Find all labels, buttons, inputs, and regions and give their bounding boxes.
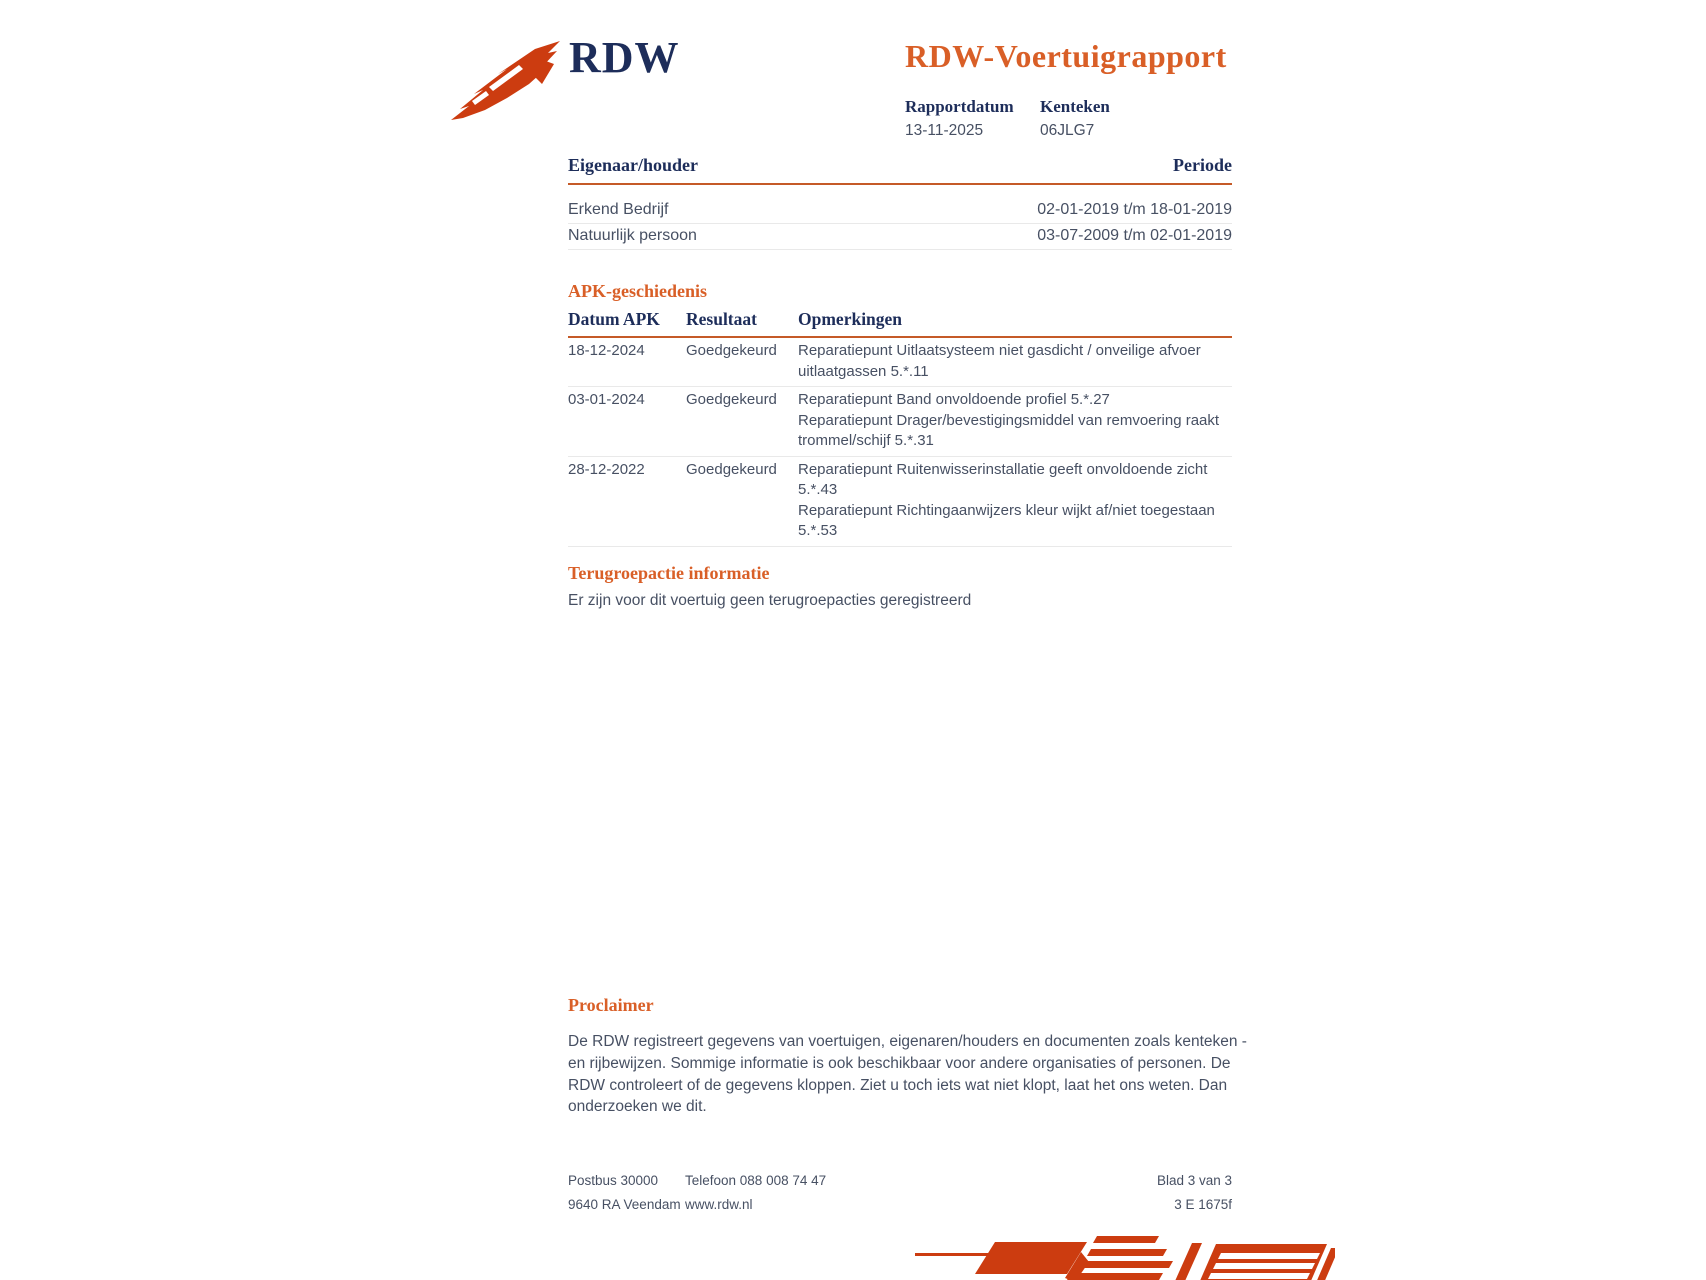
owner-period: 03-07-2009 t/m 02-01-2019 [1037, 227, 1232, 244]
footer-doc-code: 3 E 1675f [1174, 1196, 1232, 1212]
apk-date: 28-12-2022 [568, 460, 645, 478]
kenteken-field [1040, 97, 1175, 140]
recall-body: Er zijn voor dit voertuig geen terugroepacties geregistreerd [568, 592, 972, 609]
apk-heading: APK-geschiedenis [568, 281, 707, 301]
apk-result: Goedgekeurd [686, 460, 777, 478]
kenteken-label: Kenteken [1040, 97, 1110, 116]
recall-heading: Terugroepactie informatie [568, 563, 770, 583]
page-title: RDW-Voertuigrapport [905, 38, 1227, 74]
owner-type: Erkend Bedrijf [568, 201, 669, 218]
apk-table-header [568, 309, 1232, 338]
apk-history-section [568, 281, 1232, 547]
owner-type: Natuurlijk persoon [568, 227, 697, 244]
apk-remark: Reparatiepunt Drager/bevestigingsmiddel van remvoering raakt trommel/schijf 5.*.31 [798, 411, 1220, 449]
period-heading: Periode [1173, 155, 1232, 175]
footer-address-line2: 9640 RA Veendam [568, 1196, 681, 1212]
kenteken-value: 06JLG7 [1040, 122, 1095, 139]
apk-row [568, 338, 1232, 387]
rapportdatum-label: Rapportdatum [905, 97, 1014, 116]
rdw-logo [447, 36, 565, 122]
page-footer [568, 1168, 1232, 1216]
footer-phone: Telefoon 088 008 74 47 [685, 1172, 827, 1188]
owner-section [568, 155, 1232, 250]
apk-row [568, 387, 1232, 457]
proclaimer-body: De RDW registreert gegevens van voertuigen, eigenaren/houders en documenten zoals kenteken - en rijbewijzen. Sommige informatie is ook beschikbaar voor andere organisaties of personen. De RDW controleert of de gegevens kloppen. Ziet u toch iets wat niet klopt, laat het ons weten. Dan onderzoeken we dit. [568, 1033, 1247, 1116]
owner-heading: Eigenaar/houder [568, 155, 699, 175]
apk-row [568, 457, 1232, 547]
owner-section-header [568, 155, 1232, 185]
apk-remark: Reparatiepunt Ruitenwisserinstallatie geeft onvoldoende zicht 5.*.43 [798, 460, 1208, 498]
apk-remark: Reparatiepunt Uitlaatsysteem niet gasdicht / onveilige afvoer uitlaatgassen 5.*.11 [798, 342, 1201, 380]
owner-period: 02-01-2019 t/m 18-01-2019 [1037, 201, 1232, 218]
apk-remarks [798, 390, 1232, 452]
apk-result: Goedgekeurd [686, 391, 777, 408]
apk-col-remarks: Opmerkingen [798, 309, 903, 329]
owner-row [568, 198, 1232, 224]
footer-address-line1: Postbus 30000 [568, 1172, 659, 1188]
apk-date: 03-01-2024 [568, 391, 645, 408]
footer-row [568, 1192, 1232, 1216]
apk-col-result: Resultaat [686, 309, 757, 329]
report-header [905, 38, 1265, 140]
report-meta [905, 97, 1265, 140]
apk-remark: Reparatiepunt Band onvoldoende profiel 5.*.27 [798, 391, 1110, 408]
apk-result: Goedgekeurd [686, 342, 777, 359]
apk-remarks [798, 341, 1232, 382]
apk-col-date: Datum APK [568, 309, 660, 329]
proclaimer-section [568, 995, 1268, 1118]
owner-table [568, 198, 1232, 250]
rdw-wordmark: RDW [569, 33, 680, 82]
footer-row [568, 1168, 1232, 1192]
apk-remarks [798, 460, 1232, 542]
footer-page-number: Blad 3 van 3 [1156, 1172, 1232, 1188]
rapportdatum-field [905, 97, 1040, 140]
apk-remark: Reparatiepunt Richtingaanwijzers kleur wijkt af/niet toegestaan 5.*.53 [798, 501, 1215, 539]
recall-section [568, 563, 1268, 610]
footer-website: www.rdw.nl [685, 1196, 753, 1212]
rdw-feather-icon [447, 36, 565, 122]
owner-row [568, 224, 1232, 250]
speed-stripes-graphic [915, 1232, 1335, 1280]
apk-date: 18-12-2024 [568, 342, 645, 359]
rapportdatum-value: 13-11-2025 [905, 122, 984, 139]
proclaimer-heading: Proclaimer [568, 995, 654, 1015]
